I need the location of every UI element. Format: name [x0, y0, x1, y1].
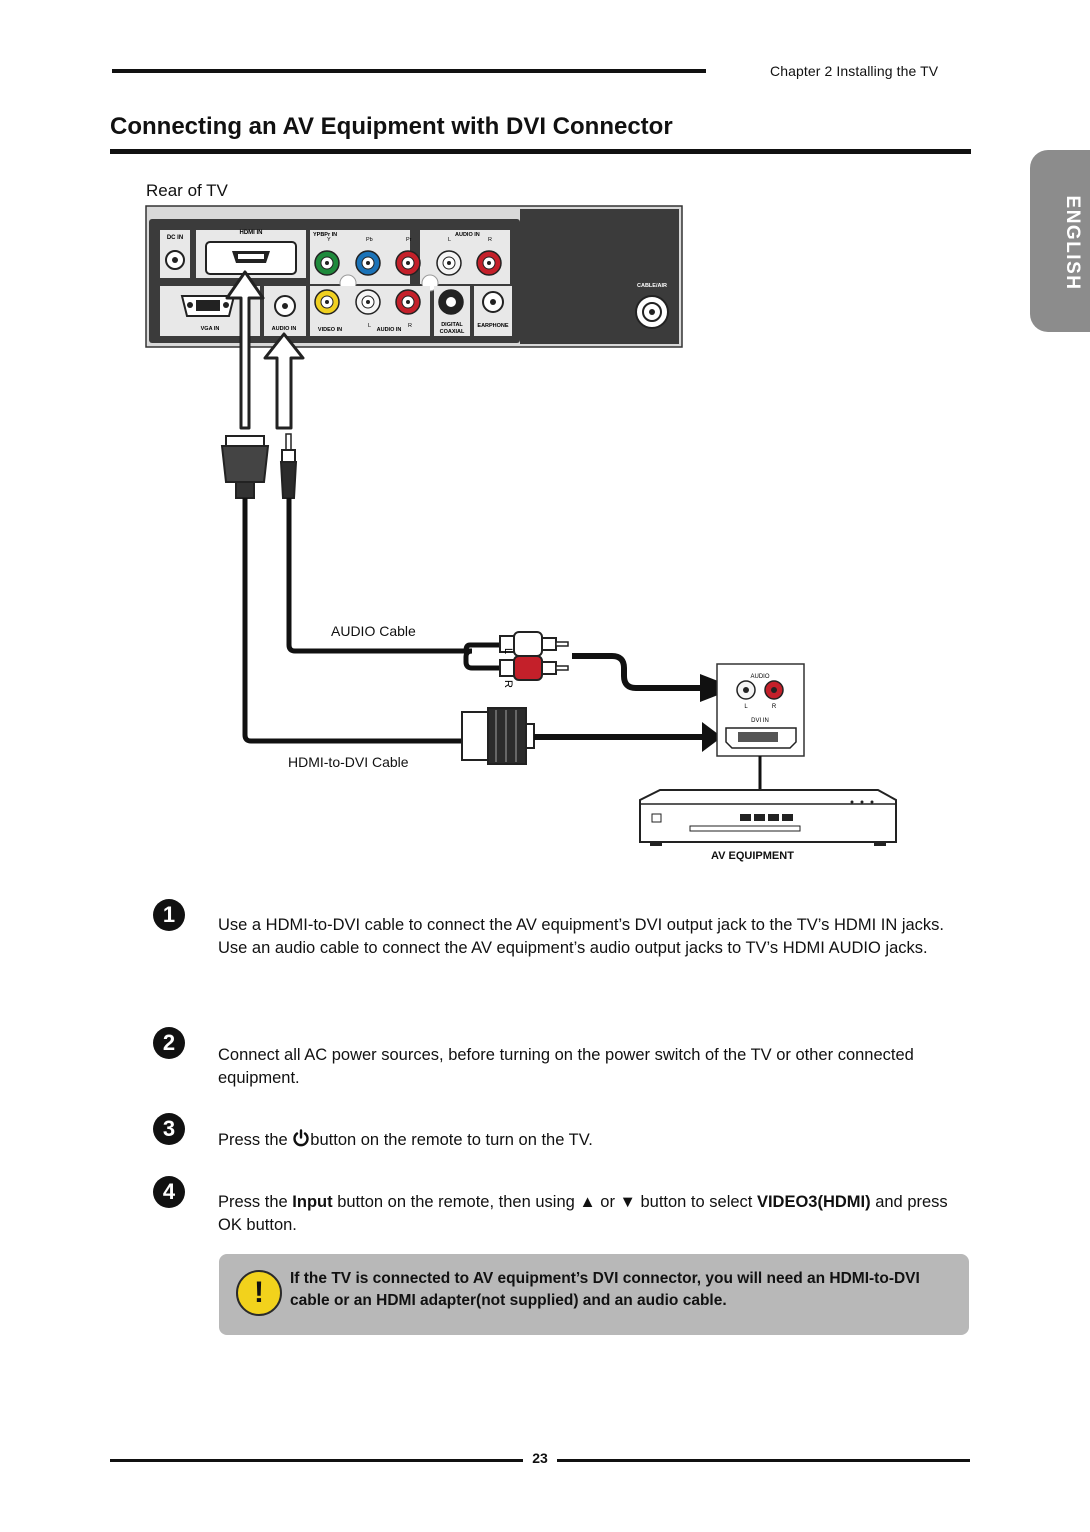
hdmi-dvi-cable-label: HDMI-to-DVI Cable	[288, 754, 409, 770]
svg-text:Y: Y	[327, 237, 331, 243]
ypbpr-label: YPBPr IN	[313, 232, 338, 238]
svg-text:Pr: Pr	[406, 237, 412, 243]
svg-text:R: R	[771, 704, 777, 710]
rca-plug-red	[500, 656, 568, 680]
svg-text:R: R	[488, 237, 492, 243]
step-4-badge: 4	[153, 1176, 185, 1208]
svg-text:L: L	[502, 648, 514, 655]
svg-text:EARPHONE: EARPHONE	[477, 323, 509, 329]
step-1-badge: 1	[153, 899, 185, 931]
audio-in-top-label: AUDIO IN	[455, 232, 480, 238]
svg-text:L: L	[448, 237, 452, 243]
page-number: 23	[532, 1450, 548, 1466]
svg-text:L: L	[744, 704, 748, 710]
av-equipment-box	[640, 790, 896, 846]
power-icon	[292, 1129, 310, 1147]
equipment-panel	[717, 664, 804, 756]
step-2-badge: 2	[153, 1027, 185, 1059]
audio-mini-plug	[281, 434, 296, 498]
hdmi-in-label: HDMI IN	[239, 230, 263, 236]
svg-text:L: L	[368, 323, 372, 329]
step-2-text: Connect all AC power sources, before turning on the power switch of the TV or other connected equipment.	[218, 1046, 914, 1087]
cable-air-label: CABLE/AIR	[637, 283, 667, 289]
hdmi-plug	[222, 436, 268, 498]
footer-rule-right	[557, 1459, 970, 1462]
chapter-label: Chapter 2 Installing the TV	[770, 63, 939, 79]
svg-text:VGA IN: VGA IN	[200, 326, 220, 332]
page-title: Connecting an AV Equipment with DVI Connector	[110, 113, 673, 140]
svg-text:DVI IN: DVI IN	[751, 718, 769, 724]
audio-arrow	[265, 334, 303, 428]
hdmi-dvi-cable-line	[245, 498, 462, 741]
dvi-plug	[462, 708, 534, 764]
svg-text:VIDEO IN: VIDEO IN	[317, 327, 343, 333]
dc-in-label: DC IN	[166, 235, 184, 241]
warning-exclamation-icon: !	[236, 1270, 282, 1316]
svg-text:AUDIO IN: AUDIO IN	[271, 326, 297, 332]
svg-text:AUDIO: AUDIO	[750, 674, 770, 680]
svg-text:COAXIAL: COAXIAL	[439, 329, 465, 335]
tv-rear-panel	[146, 206, 682, 347]
audio-cable-label: AUDIO Cable	[331, 623, 416, 639]
step-3-text: Press the button on the remote to turn on the TV.	[218, 1131, 593, 1149]
audio-cable-to-equipment	[572, 656, 700, 688]
footer-rule-left	[110, 1459, 523, 1462]
audio-cable-line	[289, 498, 500, 668]
svg-text:R: R	[502, 680, 514, 688]
svg-text:R: R	[408, 323, 412, 329]
step-3-badge: 3	[153, 1113, 185, 1145]
rear-of-tv-label: Rear of TV	[146, 181, 228, 200]
svg-text:AUDIO IN: AUDIO IN	[376, 327, 402, 333]
svg-text:DIGITAL: DIGITAL	[441, 322, 463, 328]
hdmi-arrow	[227, 272, 263, 428]
av-equipment-label: AV EQUIPMENT	[711, 850, 794, 862]
language-tab-label: ENGLISH	[1062, 195, 1083, 291]
step-4-text: Press the Input button on the remote, then using ▲ or ▼ button to select VIDEO3(HDMI) and press OK button.	[218, 1193, 948, 1234]
svg-text:Pb: Pb	[366, 237, 373, 243]
step-1-text: Use a HDMI-to-DVI cable to connect the AV equipment’s DVI output jack to the TV’s HDMI IN jacks. Use an audio cable to connect the AV equipment’s audio output jacks to TV’s HDMI AUDIO jacks.	[218, 916, 945, 957]
note-text: If the TV is connected to AV equipment’s DVI connector, you will need an HDMI-to-DVI cable or an HDMI adapter(not supplied) and an audio cable.	[290, 1270, 920, 1309]
